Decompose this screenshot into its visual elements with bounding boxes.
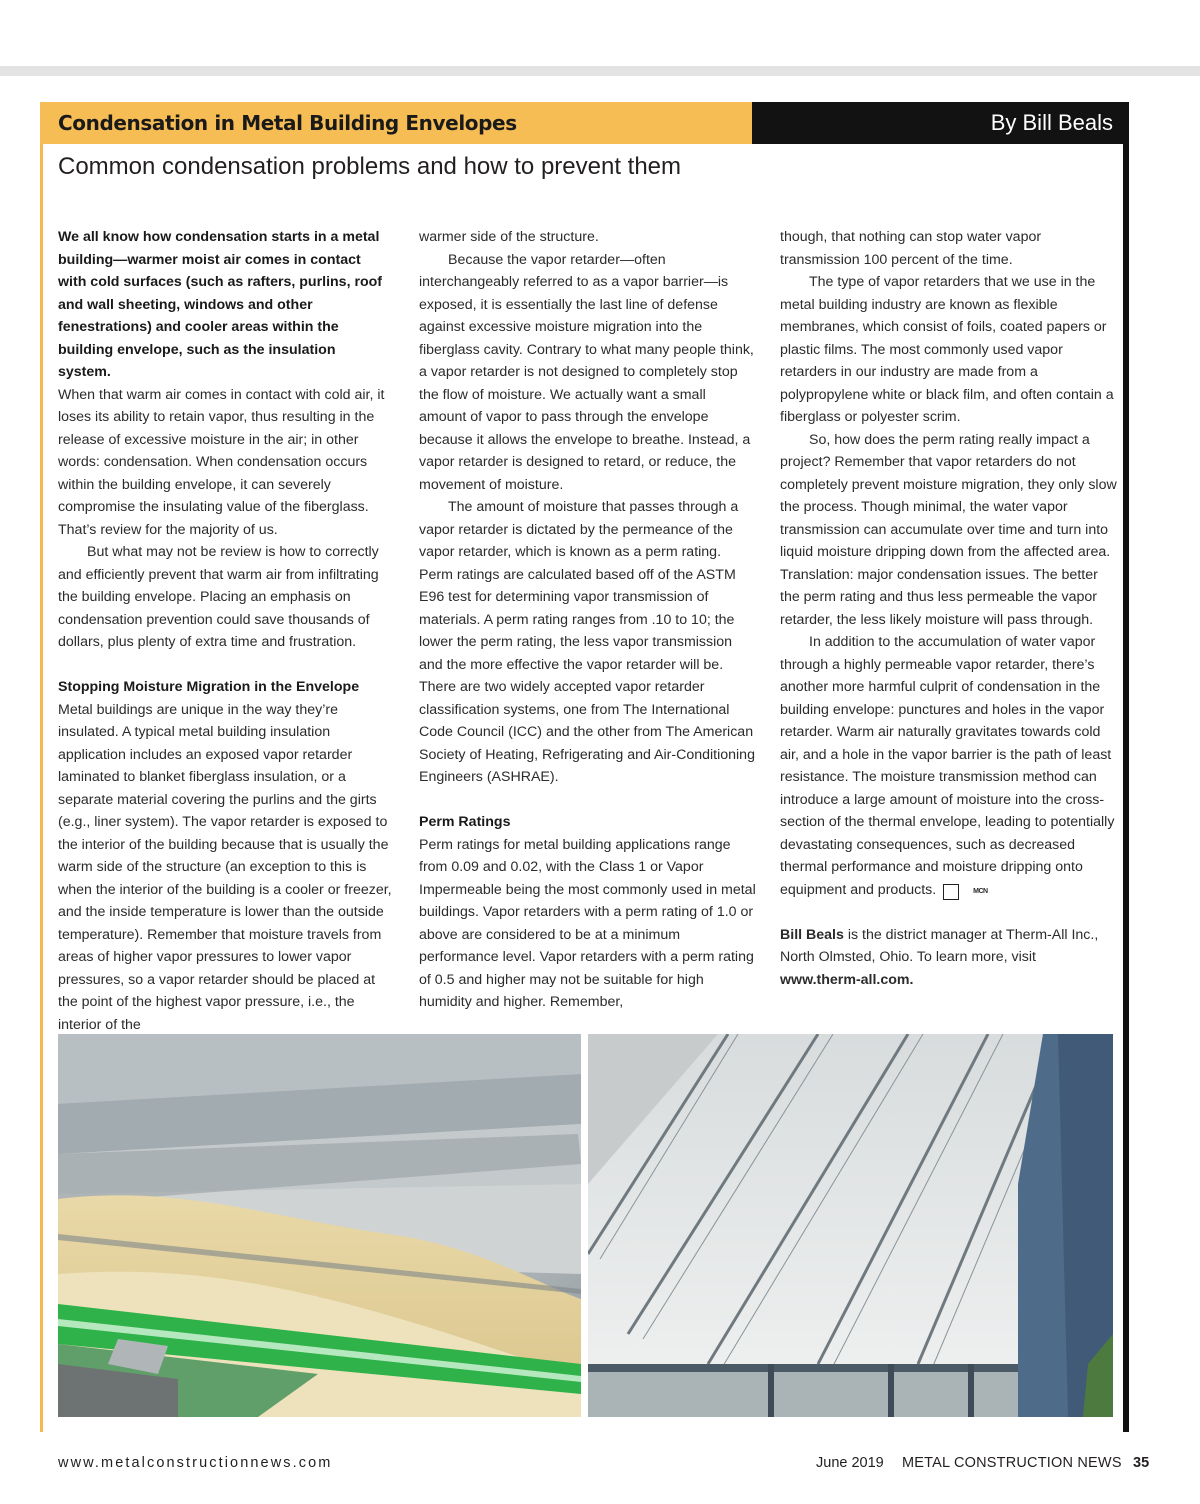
insulation-photo [58,1034,581,1417]
paragraph-continued: though, that nothing can stop water vapor transmission 100 percent of the time. [780,229,1042,268]
paragraph: The amount of moisture that passes through a vapor retarder is dictated by the permeance of the vapor retarder, which is known as a perm rating. Perm ratings are calculated based off of the ASTM E96 test for determining vapor transmission of materials. A perm rating ranges from .10 to 10; the lower the perm rating, the less vapor transmission and the more effective the vapor retarder will be. There are two widely accepted vapor retarder classification systems, one from The International Code Council (ICC) and the other from The American Society of Heating, Refrigerating and Air-Conditioning Engineers (ASHRAE). [419,499,755,785]
text-column-2 [419,226,757,1014]
paragraph: The type of vapor retarders that we use in the metal building industry are known as flexible membranes, which consist of foils, coated papers or plastic films. The most commonly used vapor retarders in our industry are made from a polypropylene white or black film, and often contain a fiberglass or polyester scrim. [780,274,1114,425]
subheading-perm-ratings: Perm Ratings [419,814,511,830]
byline: By Bill Beals [752,102,1129,144]
page-number: 35 [1133,1455,1150,1471]
author-bio-text: is the district manager at Therm-All Inc., North Olmsted, Ohio. To learn more, visit [780,926,1099,965]
mcn-end-mark-icon: MCN [943,884,959,900]
subheading-moisture-migration: Stopping Moisture Migration in the Envelope [58,679,360,695]
paragraph-final [780,631,1118,901]
left-orange-rule [40,102,43,1432]
footer-date: June 2019 [816,1455,884,1471]
metal-building-interior-photo [588,1034,1113,1417]
text-column-1 [58,226,392,1036]
article-subtitle: Common condensation problems and how to prevent them [58,153,682,180]
author-website-link[interactable]: www.therm-all.com. [780,971,914,988]
author-bio [780,924,1118,992]
paragraph: But what may not be review is how to correctly and efficiently prevent that warm air from infiltrating the building envelope. Placing an emphasis on condensation prevention could save thousands of dollars, plus plenty of extra time and frustration. [58,544,379,650]
paragraph: Because the vapor retarder—often interchangeably referred to as a vapor barrier—is exposed, it is essentially the last line of defense against excessive moisture migration into the fiberglass cavity. Contrary to what many people think, a vapor retarder is not designed to completely stop the flow of moisture. We actually want a small amount of vapor to pass through the envelope because it allows the envelope to breathe. Instead, a vapor retarder is designed to retard, or reduce, the movement of moisture. [419,251,754,493]
paragraph-text: In addition to the accumulation of water vapor through a highly permeable vapor retarder, there’s another more harmful culprit of condensation in the building envelope: punctures and holes in the vapor retarder. Warm air naturally gravitates towards cold air, and a hole in the vapor barrier is the path of least resistance. The moisture transmission method can introduce a large amount of moisture into the cross-section of the thermal envelope, leading to potentially devastating consequences, such as decreased thermal performance and moisture dripping onto equipment and products. [780,634,1115,898]
author-name: Bill Beals [780,926,844,943]
lead-paragraph: We all know how condensation starts in a metal building—warmer moist air comes in contact with cold surfaces (such as rafters, purlins, roof and wall sheeting, windows and other fenestrations) and cooler areas within the building envelope, such as the insulation system. [58,229,383,380]
paragraph: So, how does the perm rating really impact a project? Remember that vapor retarders do not completely prevent moisture migration, they only slow the process. Though minimal, the water vapor transmission can accumulate over time and turn into liquid moisture dripping down from the affected area. Translation: major condensation issues. The better the perm rating and thus less permeable the vapor retarder, the less likely moisture will pass through. [780,431,1117,628]
paragraph: Metal buildings are unique in the way they’re insulated. A typical metal building insulation application includes an exposed vapor retarder laminated to blanket fiberglass insulation, or a separate material covering the purlins and the girts (e.g., liner system). The vapor retarder is exposed to the interior of the building because that is usually the warm side of the structure (an exception to this is when the interior of the building is a cooler or freezer, and the inside temperature is lower than the outside temperature). Remember that moisture travels from areas of higher vapor pressures to lower vapor pressures, so a vapor retarder should be placed at the point of the highest vapor pressure, i.e., the interior of the [58,701,392,1033]
text-column-3 [780,226,1118,991]
top-gray-bar [0,66,1200,76]
paragraph-continued: warmer side of the structure. [419,229,599,245]
paragraph: When that warm air comes in contact with cold air, it loses its ability to retain vapor, thus resulting in the release of excessive moisture in the air; in other words: condensation. When condensation occurs within the building envelope, it can severely compromise the insulating value of the fiberglass. That’s review for the majority of us. [58,386,385,538]
paragraph: Perm ratings for metal building applications range from 0.09 and 0.02, with the Class 1 or Vapor Impermeable being the most commonly used in metal buildings. Vapor retarders with a perm rating of 1.0 or above are considered to be at a minimum performance level. Vapor retarders with a perm rating of 0.5 and higher may not be suitable for high humidity and higher. Remember, [419,836,756,1010]
footer-publication-name: METAL CONSTRUCTION NEWS [902,1455,1122,1471]
section-title: Condensation in Metal Building Envelopes [40,102,752,144]
footer-website-link[interactable]: www.metalconstructionnews.com [58,1455,333,1471]
right-black-rule [1123,102,1129,1432]
